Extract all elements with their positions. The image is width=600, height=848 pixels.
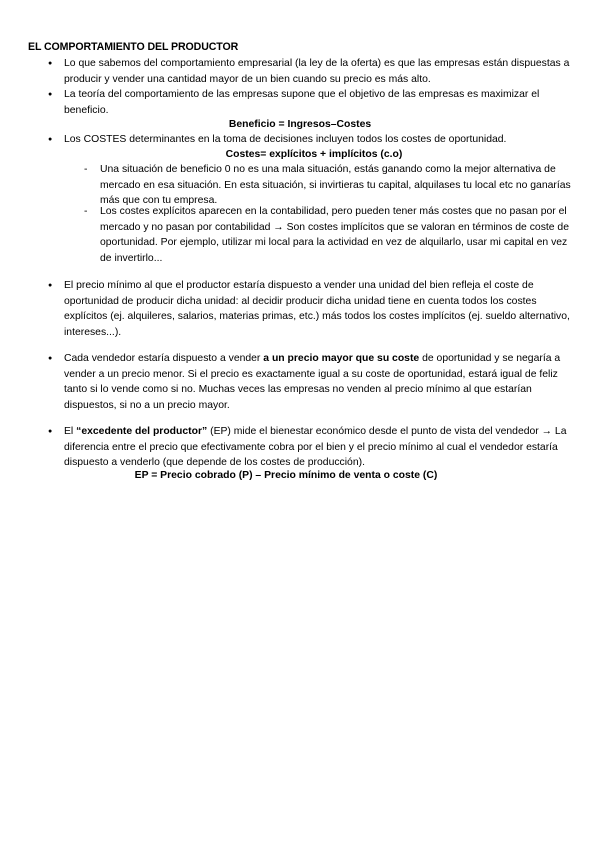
bullet-text: El	[64, 426, 77, 437]
bullet-emphasis: “excedente del productor”	[76, 426, 208, 437]
formula-excedente: EP = Precio cobrado (P) – Precio mínimo de venta o coste (C)	[134, 470, 438, 481]
page-title: EL COMPORTAMIENTO DEL PRODUCTOR	[28, 41, 239, 53]
bullet-costes: ● Los COSTES determinantes en la toma de decisiones incluyen todos los costes de oportunidad.	[64, 132, 574, 148]
bullet-objetivo-beneficio: ● La teoría del comportamiento de las empresas supone que el objetivo de las empresas es maximizar el beneficio.	[64, 87, 574, 118]
bullet-precio-minimo: ● El precio mínimo al que el productor estaría dispuesto a vender una unidad del bien refleja el coste de oportunidad de producir dicha unidad: al decidir producir dicha unidad tiene en cuenta todos los costes explícitos (ej. alquileres, salarios, materias primas, etc.) más todos los costes implícitos (ej. sueldo alternativo, intereses...).	[64, 278, 574, 340]
bullet-vendedor-dispuesto	[64, 351, 574, 413]
bullet-text: Cada vendedor estaría dispuesto a vender	[64, 353, 264, 364]
sub-item-costes-implicitos: - Los costes explícitos aparecen en la contabilidad, pero pueden tener más costes que no pasan por el mercado y no pasan por contabilidad → Son costes implícitos que se valoran en términos de coste de oportunidad. Por ejemplo, utilizar mi local para la actividad en vez de alquilarlo, usar mi capital en vez de invertirlo...	[100, 204, 574, 266]
bullet-text: (EP) mide el bienestar económico desde el punto de vista del vendedor → La diferencia entre el precio que efectivamente cobra por el bien y el precio mínimo al cual el vendedor estaría dispuesto a venderlo (que depende de los costes de producción).	[64, 426, 567, 469]
formula-beneficio: Beneficio = Ingresos–Costes	[228, 119, 372, 130]
bullet-excedente-productor	[64, 424, 574, 471]
sub-item-beneficio-cero: - Una situación de beneficio 0 no es una mala situación, estás ganando como la mejor alternativa de mercado en esa situación. En esta situación, si invirtieras tu capital, alquilases tu local etc no ganarías más que con tu empresa.	[100, 162, 574, 209]
bullet-text: de oportunidad y se negaría a vender a un precio menor. Si el precio es exactamente igual a su coste de oportunidad, estará igual de feliz tanto si lo vende como si no. Muchas veces las empresas no venden al precio mínimo al que estarían dispuestos, si no a un precio mayor.	[64, 353, 561, 411]
bullet-ley-oferta: ● Lo que sabemos del comportamiento empresarial (la ley de la oferta) es que las empresas están dispuestas a producir y vender una cantidad mayor de un bien cuando su precio es más alto.	[64, 56, 574, 87]
bullet-emphasis: a un precio mayor que su coste	[263, 353, 420, 364]
formula-costes: Costes= explícitos + implícitos (c.o)	[225, 149, 403, 160]
